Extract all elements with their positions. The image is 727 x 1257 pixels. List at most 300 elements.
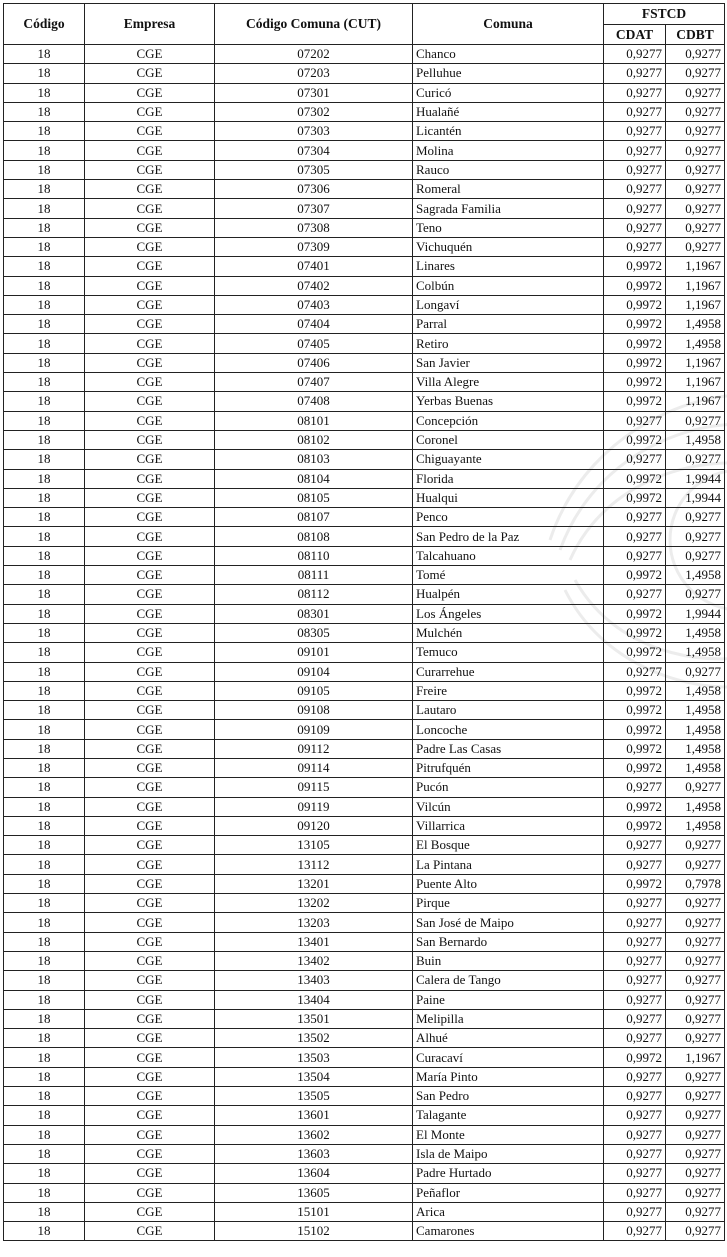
- table-row: [4, 237, 725, 256]
- cell-cdbt: 0,9277: [666, 237, 725, 256]
- table-row: [4, 527, 725, 546]
- cell-codigo: 18: [4, 720, 85, 739]
- cell-cut: 08110: [215, 546, 413, 565]
- cell-comuna: Vichuquén: [413, 237, 604, 256]
- cell-comuna: Buin: [413, 951, 604, 970]
- table-row: [4, 141, 725, 160]
- cell-cdbt: 1,4958: [666, 430, 725, 449]
- cell-codigo: 18: [4, 392, 85, 411]
- cell-cut: 13604: [215, 1164, 413, 1183]
- cell-cdbt: 0,7978: [666, 874, 725, 893]
- cell-comuna: Hualqui: [413, 488, 604, 507]
- cell-empresa: CGE: [85, 180, 215, 199]
- cell-comuna: Retiro: [413, 334, 604, 353]
- cell-empresa: CGE: [85, 102, 215, 121]
- cell-comuna: Concepción: [413, 411, 604, 430]
- cell-comuna: Paine: [413, 990, 604, 1009]
- cell-empresa: CGE: [85, 932, 215, 951]
- cell-empresa: CGE: [85, 1183, 215, 1202]
- cell-comuna: Romeral: [413, 180, 604, 199]
- table-row: [4, 1202, 725, 1221]
- cell-cut: 13504: [215, 1067, 413, 1086]
- cell-cut: 09119: [215, 797, 413, 816]
- cell-cdbt: 0,9277: [666, 1106, 725, 1125]
- cell-codigo: 18: [4, 681, 85, 700]
- cell-codigo: 18: [4, 855, 85, 874]
- table-row: [4, 913, 725, 932]
- cell-codigo: 18: [4, 1009, 85, 1028]
- cell-codigo: 18: [4, 778, 85, 797]
- cell-codigo: 18: [4, 739, 85, 758]
- cell-cdat: 0,9277: [604, 237, 666, 256]
- cell-cut: 07404: [215, 315, 413, 334]
- cell-cdbt: 1,4958: [666, 701, 725, 720]
- cell-empresa: CGE: [85, 160, 215, 179]
- cell-codigo: 18: [4, 816, 85, 835]
- cell-cdbt: 0,9277: [666, 218, 725, 237]
- cell-empresa: CGE: [85, 488, 215, 507]
- cell-cut: 08104: [215, 469, 413, 488]
- cell-comuna: Teno: [413, 218, 604, 237]
- cell-cdbt: 0,9277: [666, 199, 725, 218]
- cell-cdbt: 1,1967: [666, 392, 725, 411]
- cell-empresa: CGE: [85, 276, 215, 295]
- cell-cdat: 0,9277: [604, 1125, 666, 1144]
- cell-cut: 09120: [215, 816, 413, 835]
- cell-cdat: 0,9277: [604, 585, 666, 604]
- cell-cut: 07407: [215, 373, 413, 392]
- cell-cdat: 0,9277: [604, 932, 666, 951]
- cell-cdbt: 1,4958: [666, 566, 725, 585]
- cell-codigo: 18: [4, 430, 85, 449]
- table-row: [4, 816, 725, 835]
- table-row: [4, 1164, 725, 1183]
- cell-empresa: CGE: [85, 701, 215, 720]
- cell-cut: 07305: [215, 160, 413, 179]
- cell-cdat: 0,9972: [604, 739, 666, 758]
- cell-empresa: CGE: [85, 199, 215, 218]
- table-row: [4, 739, 725, 758]
- table-row: [4, 257, 725, 276]
- cell-comuna: Temuco: [413, 643, 604, 662]
- cell-cdbt: 0,9277: [666, 1029, 725, 1048]
- table-row: [4, 353, 725, 372]
- cell-cdbt: 1,1967: [666, 1048, 725, 1067]
- cell-codigo: 18: [4, 353, 85, 372]
- cell-empresa: CGE: [85, 64, 215, 83]
- cell-comuna: Mulchén: [413, 623, 604, 642]
- cell-cut: 08112: [215, 585, 413, 604]
- cell-codigo: 18: [4, 237, 85, 256]
- table-row: [4, 199, 725, 218]
- cell-cut: 08105: [215, 488, 413, 507]
- cell-comuna: Curicó: [413, 83, 604, 102]
- cell-cdat: 0,9277: [604, 546, 666, 565]
- table-row: [4, 585, 725, 604]
- cell-comuna: Chiguayante: [413, 450, 604, 469]
- cell-cdat: 0,9972: [604, 1048, 666, 1067]
- table-row: [4, 1125, 725, 1144]
- cell-cut: 13201: [215, 874, 413, 893]
- cell-empresa: CGE: [85, 816, 215, 835]
- cell-comuna: San Bernardo: [413, 932, 604, 951]
- cell-cdbt: 0,9277: [666, 585, 725, 604]
- cell-comuna: Yerbas Buenas: [413, 392, 604, 411]
- cell-cut: 13105: [215, 836, 413, 855]
- cell-cdbt: 1,4958: [666, 797, 725, 816]
- cell-cut: 13112: [215, 855, 413, 874]
- cell-empresa: CGE: [85, 758, 215, 777]
- cell-cut: 13603: [215, 1144, 413, 1163]
- cell-comuna: Isla de Maipo: [413, 1144, 604, 1163]
- cell-cdbt: 1,1967: [666, 257, 725, 276]
- cell-comuna: Pitrufquén: [413, 758, 604, 777]
- cell-codigo: 18: [4, 218, 85, 237]
- cell-codigo: 18: [4, 643, 85, 662]
- cell-empresa: CGE: [85, 604, 215, 623]
- table-row: [4, 180, 725, 199]
- cell-comuna: El Monte: [413, 1125, 604, 1144]
- cell-comuna: Molina: [413, 141, 604, 160]
- table-row: [4, 720, 725, 739]
- cell-cdbt: 0,9277: [666, 1222, 725, 1241]
- cell-codigo: 18: [4, 373, 85, 392]
- cell-cut: 09112: [215, 739, 413, 758]
- cell-comuna: Freire: [413, 681, 604, 700]
- cell-empresa: CGE: [85, 141, 215, 160]
- cell-codigo: 18: [4, 1106, 85, 1125]
- cell-codigo: 18: [4, 623, 85, 642]
- cell-comuna: Puente Alto: [413, 874, 604, 893]
- cell-codigo: 18: [4, 990, 85, 1009]
- table-row: [4, 623, 725, 642]
- cell-cdat: 0,9277: [604, 971, 666, 990]
- cell-cdbt: 0,9277: [666, 894, 725, 913]
- cell-comuna: Peñaflor: [413, 1183, 604, 1202]
- cell-cut: 13505: [215, 1087, 413, 1106]
- cell-cdat: 0,9277: [604, 951, 666, 970]
- cell-comuna: Tomé: [413, 566, 604, 585]
- header-fstcd: FSTCD: [604, 4, 725, 25]
- cell-cdat: 0,9972: [604, 430, 666, 449]
- table-row: [4, 1067, 725, 1086]
- cell-comuna: Pelluhue: [413, 64, 604, 83]
- cell-cdat: 0,9277: [604, 836, 666, 855]
- cell-cdbt: 0,9277: [666, 932, 725, 951]
- cell-cdat: 0,9277: [604, 1144, 666, 1163]
- cell-cdat: 0,9277: [604, 1202, 666, 1221]
- cell-codigo: 18: [4, 257, 85, 276]
- cell-cut: 09104: [215, 662, 413, 681]
- cell-comuna: Coronel: [413, 430, 604, 449]
- cell-codigo: 18: [4, 797, 85, 816]
- cell-cut: 13501: [215, 1009, 413, 1028]
- cell-cut: 08101: [215, 411, 413, 430]
- table-row: [4, 874, 725, 893]
- cell-comuna: Vilcún: [413, 797, 604, 816]
- table-row: [4, 546, 725, 565]
- table-row: [4, 334, 725, 353]
- cell-empresa: CGE: [85, 334, 215, 353]
- cell-cdat: 0,9972: [604, 643, 666, 662]
- cell-empresa: CGE: [85, 1067, 215, 1086]
- cell-empresa: CGE: [85, 218, 215, 237]
- cell-cdat: 0,9277: [604, 990, 666, 1009]
- cell-codigo: 18: [4, 1087, 85, 1106]
- header-cdat: CDAT: [604, 25, 666, 45]
- table-row: [4, 990, 725, 1009]
- cell-cut: 15101: [215, 1202, 413, 1221]
- cell-cdat: 0,9277: [604, 778, 666, 797]
- cell-cdbt: 0,9277: [666, 1009, 725, 1028]
- cell-codigo: 18: [4, 160, 85, 179]
- cell-comuna: San Javier: [413, 353, 604, 372]
- header-codigo-comuna: Código Comuna (CUT): [215, 4, 413, 45]
- cell-empresa: CGE: [85, 778, 215, 797]
- cell-empresa: CGE: [85, 1164, 215, 1183]
- cell-cdbt: 0,9277: [666, 1125, 725, 1144]
- cell-cdbt: 0,9277: [666, 122, 725, 141]
- table-row: [4, 102, 725, 121]
- table-row: [4, 160, 725, 179]
- cell-cdbt: 0,9277: [666, 45, 725, 64]
- cell-comuna: Hualpén: [413, 585, 604, 604]
- cell-cdat: 0,9277: [604, 913, 666, 932]
- cell-cut: 08305: [215, 623, 413, 642]
- table-row: [4, 758, 725, 777]
- table-row: [4, 392, 725, 411]
- cell-cdat: 0,9277: [604, 199, 666, 218]
- cell-codigo: 18: [4, 1067, 85, 1086]
- cell-cdat: 0,9972: [604, 334, 666, 353]
- cell-codigo: 18: [4, 585, 85, 604]
- cell-cdat: 0,9277: [604, 411, 666, 430]
- cell-empresa: CGE: [85, 855, 215, 874]
- header-codigo: Código: [4, 4, 85, 45]
- cell-cdbt: 0,9277: [666, 141, 725, 160]
- cell-cut: 08301: [215, 604, 413, 623]
- cell-cdbt: 1,4958: [666, 334, 725, 353]
- cell-empresa: CGE: [85, 1202, 215, 1221]
- header-cdbt: CDBT: [666, 25, 725, 45]
- cell-codigo: 18: [4, 662, 85, 681]
- cell-cut: 09101: [215, 643, 413, 662]
- cell-cdbt: 0,9277: [666, 913, 725, 932]
- cell-cdbt: 0,9277: [666, 1164, 725, 1183]
- cell-codigo: 18: [4, 315, 85, 334]
- cell-cdbt: 0,9277: [666, 64, 725, 83]
- cell-codigo: 18: [4, 913, 85, 932]
- cell-cut: 13401: [215, 932, 413, 951]
- cell-cdat: 0,9972: [604, 720, 666, 739]
- cell-cdbt: 1,4958: [666, 623, 725, 642]
- table-row: [4, 701, 725, 720]
- cell-comuna: Chanco: [413, 45, 604, 64]
- table-row: [4, 1106, 725, 1125]
- cell-cdat: 0,9972: [604, 623, 666, 642]
- cell-codigo: 18: [4, 758, 85, 777]
- cell-empresa: CGE: [85, 353, 215, 372]
- cell-codigo: 18: [4, 411, 85, 430]
- cell-cut: 13403: [215, 971, 413, 990]
- cell-empresa: CGE: [85, 1125, 215, 1144]
- cell-cut: 09109: [215, 720, 413, 739]
- cell-codigo: 18: [4, 102, 85, 121]
- cell-empresa: CGE: [85, 237, 215, 256]
- cell-cdat: 0,9277: [604, 1106, 666, 1125]
- cell-cdbt: 0,9277: [666, 836, 725, 855]
- cell-comuna: Melipilla: [413, 1009, 604, 1028]
- cell-cdat: 0,9972: [604, 469, 666, 488]
- cell-cdat: 0,9972: [604, 373, 666, 392]
- cell-comuna: Hualañé: [413, 102, 604, 121]
- cell-codigo: 18: [4, 566, 85, 585]
- table-row: [4, 1029, 725, 1048]
- cell-cdat: 0,9277: [604, 180, 666, 199]
- cell-cdbt: 1,9944: [666, 488, 725, 507]
- cell-comuna: Loncoche: [413, 720, 604, 739]
- table-row: [4, 276, 725, 295]
- cell-cdbt: 1,1967: [666, 295, 725, 314]
- cell-cdat: 0,9277: [604, 64, 666, 83]
- cell-cdbt: 1,4958: [666, 681, 725, 700]
- table-row: [4, 643, 725, 662]
- cell-cut: 09115: [215, 778, 413, 797]
- header-empresa: Empresa: [85, 4, 215, 45]
- cell-codigo: 18: [4, 45, 85, 64]
- cell-cdbt: 0,9277: [666, 508, 725, 527]
- cell-cdat: 0,9277: [604, 83, 666, 102]
- cell-cdat: 0,9972: [604, 797, 666, 816]
- table-row: [4, 1222, 725, 1241]
- cell-cut: 13203: [215, 913, 413, 932]
- cell-cut: 13402: [215, 951, 413, 970]
- cell-comuna: Talcahuano: [413, 546, 604, 565]
- cell-empresa: CGE: [85, 720, 215, 739]
- cell-empresa: CGE: [85, 874, 215, 893]
- cell-cdbt: 0,9277: [666, 546, 725, 565]
- cell-codigo: 18: [4, 1202, 85, 1221]
- cell-empresa: CGE: [85, 623, 215, 642]
- cell-codigo: 18: [4, 64, 85, 83]
- cell-cut: 07302: [215, 102, 413, 121]
- cell-empresa: CGE: [85, 1222, 215, 1241]
- cell-empresa: CGE: [85, 315, 215, 334]
- cell-cdbt: 0,9277: [666, 83, 725, 102]
- table-row: [4, 411, 725, 430]
- table-row: [4, 295, 725, 314]
- cell-cut: 08107: [215, 508, 413, 527]
- cell-cdbt: 1,9944: [666, 604, 725, 623]
- cell-empresa: CGE: [85, 257, 215, 276]
- cell-cut: 08102: [215, 430, 413, 449]
- cell-cdbt: 0,9277: [666, 662, 725, 681]
- cell-cut: 07401: [215, 257, 413, 276]
- cell-comuna: Penco: [413, 508, 604, 527]
- cell-comuna: Curacaví: [413, 1048, 604, 1067]
- cell-cut: 07406: [215, 353, 413, 372]
- cell-empresa: CGE: [85, 392, 215, 411]
- cell-comuna: Florida: [413, 469, 604, 488]
- table-row: [4, 604, 725, 623]
- cell-cdat: 0,9277: [604, 1183, 666, 1202]
- cell-cut: 09114: [215, 758, 413, 777]
- cell-empresa: CGE: [85, 508, 215, 527]
- cell-comuna: San Pedro: [413, 1087, 604, 1106]
- cell-cdbt: 0,9277: [666, 160, 725, 179]
- cell-codigo: 18: [4, 894, 85, 913]
- cell-cdat: 0,9277: [604, 894, 666, 913]
- cell-cut: 07402: [215, 276, 413, 295]
- cell-cdat: 0,9277: [604, 1067, 666, 1086]
- cell-cdbt: 1,4958: [666, 758, 725, 777]
- table-row: [4, 430, 725, 449]
- cell-comuna: Talagante: [413, 1106, 604, 1125]
- cell-cdat: 0,9277: [604, 160, 666, 179]
- cell-cut: 08108: [215, 527, 413, 546]
- cell-cut: 07303: [215, 122, 413, 141]
- table-row: [4, 1009, 725, 1028]
- cell-codigo: 18: [4, 527, 85, 546]
- cell-empresa: CGE: [85, 739, 215, 758]
- cell-codigo: 18: [4, 836, 85, 855]
- cell-comuna: Calera de Tango: [413, 971, 604, 990]
- cell-cut: 08111: [215, 566, 413, 585]
- table-row: [4, 681, 725, 700]
- cell-codigo: 18: [4, 874, 85, 893]
- cell-cdbt: 1,1967: [666, 373, 725, 392]
- table-row: [4, 855, 725, 874]
- cell-empresa: CGE: [85, 122, 215, 141]
- header-comuna: Comuna: [413, 4, 604, 45]
- cell-empresa: CGE: [85, 83, 215, 102]
- cell-empresa: CGE: [85, 951, 215, 970]
- cell-cdbt: 0,9277: [666, 411, 725, 430]
- cell-comuna: Villarrica: [413, 816, 604, 835]
- cell-empresa: CGE: [85, 662, 215, 681]
- cell-codigo: 18: [4, 951, 85, 970]
- cell-comuna: Pucón: [413, 778, 604, 797]
- cell-cdbt: 0,9277: [666, 855, 725, 874]
- cell-empresa: CGE: [85, 797, 215, 816]
- cell-cut: 13404: [215, 990, 413, 1009]
- cell-empresa: CGE: [85, 585, 215, 604]
- table-row: [4, 45, 725, 64]
- cell-empresa: CGE: [85, 990, 215, 1009]
- table-row: [4, 797, 725, 816]
- cell-empresa: CGE: [85, 527, 215, 546]
- cell-cut: 07309: [215, 237, 413, 256]
- cell-codigo: 18: [4, 450, 85, 469]
- table-row: [4, 971, 725, 990]
- table-row: [4, 1183, 725, 1202]
- cell-cut: 07405: [215, 334, 413, 353]
- cell-cut: 07306: [215, 180, 413, 199]
- cell-cdat: 0,9972: [604, 604, 666, 623]
- cell-codigo: 18: [4, 971, 85, 990]
- cell-empresa: CGE: [85, 450, 215, 469]
- cell-comuna: Licantén: [413, 122, 604, 141]
- cell-cut: 13605: [215, 1183, 413, 1202]
- cell-cut: 07308: [215, 218, 413, 237]
- table-row: [4, 83, 725, 102]
- cell-comuna: Linares: [413, 257, 604, 276]
- cell-codigo: 18: [4, 932, 85, 951]
- cell-codigo: 18: [4, 604, 85, 623]
- cell-cdat: 0,9277: [604, 141, 666, 160]
- cell-cdat: 0,9972: [604, 392, 666, 411]
- cell-empresa: CGE: [85, 643, 215, 662]
